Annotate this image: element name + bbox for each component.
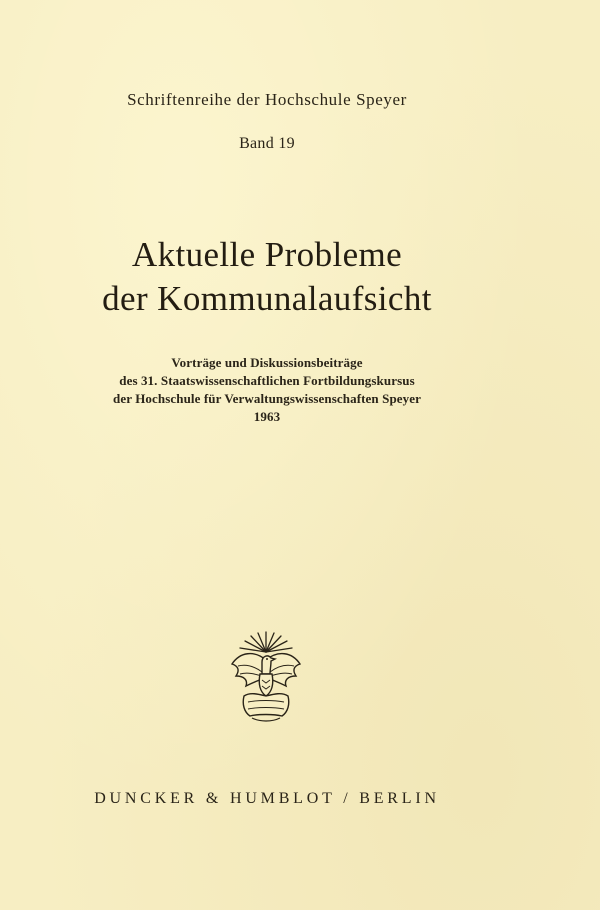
subtitle-year: 1963: [253, 409, 281, 424]
subtitle-line: Vorträge und Diskussionsbeiträge: [171, 355, 363, 370]
book-title-line: der Kommunalaufsicht: [102, 279, 432, 318]
subtitle-line: des 31. Staatswissenschaftlichen Fortbildungskursus: [119, 373, 415, 388]
publisher-name: DUNCKER & HUMBLOT / BERLIN: [94, 790, 440, 807]
volume-number: Band 19: [239, 135, 295, 152]
book-title: [0, 233, 534, 321]
book-subtitle: [0, 354, 534, 426]
book-title-line: Aktuelle Probleme: [131, 235, 403, 274]
eagle-publisher-emblem-icon: [228, 630, 304, 726]
series-title: Schriftenreihe der Hochschule Speyer: [127, 90, 407, 109]
subtitle-line: der Hochschule für Verwaltungswissenschaften Speyer: [113, 391, 421, 406]
